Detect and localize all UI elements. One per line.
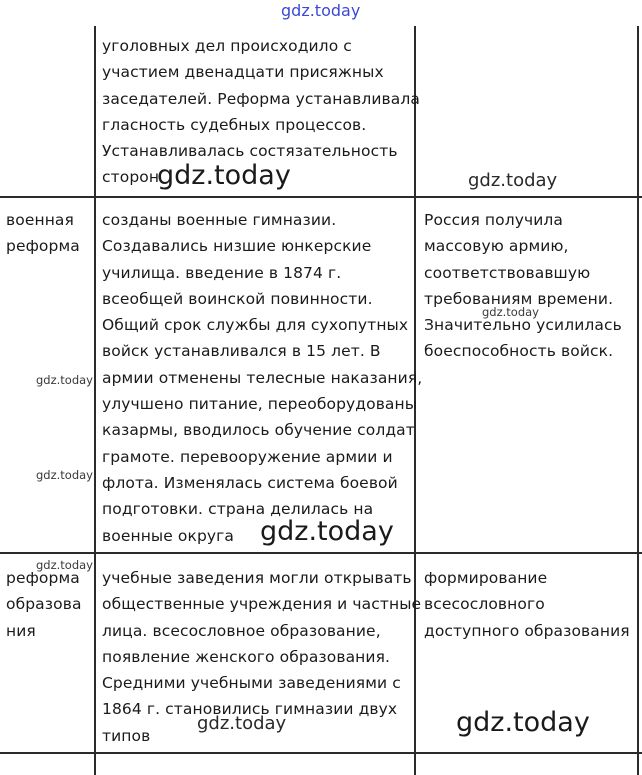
row2-col3-line: соответствовавшую — [424, 263, 591, 282]
table-border-bottom — [0, 752, 642, 754]
row3-col1-line: ния — [6, 621, 36, 640]
row2-col2-line: училища. введение в 1874 г. — [102, 263, 342, 282]
row2-col2-line: войск устанавливался в 15 лет. В — [102, 342, 381, 361]
row2-col3-line: требованиям времени. — [424, 289, 614, 308]
row2-col2-line: Создавались низшие юнкерские — [102, 237, 372, 256]
table-border-col1-col2 — [94, 26, 96, 775]
table-border-row1 — [0, 196, 642, 198]
row3-col1-line: реформа — [6, 569, 80, 587]
row2-col3-line: Россия получила — [424, 211, 564, 229]
watermark-row2-col3: gdz.today — [482, 305, 539, 319]
table-border-right — [637, 26, 639, 775]
row2-col1-line: военная — [6, 211, 74, 229]
row2-col2-line: улучшено питание, переоборудованы — [102, 395, 418, 414]
row1-col2-line: участием двенадцати присяжных — [102, 63, 384, 82]
watermark-row2-col2: gdz.today — [260, 516, 394, 547]
row3-col3-line: формирование — [424, 569, 548, 587]
row2-col2-line: грамоте. перевооружение армии и — [102, 447, 393, 466]
row1-col2-line: Устанавливалась состязательность — [102, 142, 398, 161]
row2-col2-line: Общий срок службы для сухопутных — [102, 316, 409, 335]
row2-col1-text — [6, 207, 80, 260]
row2-col2-line: созданы военные гимназии. — [102, 211, 337, 229]
table-border-row2 — [0, 552, 642, 554]
row1-col2-line: уголовных дел происходило с — [102, 37, 352, 55]
watermark-top: gdz.today — [281, 1, 361, 20]
row3-col2-line: типов — [102, 726, 151, 745]
row3-col3-line: всесословного — [424, 595, 545, 614]
row1-col2-line: сторон — [102, 168, 160, 187]
row3-col2-line: лица. всесословное образование, — [102, 621, 381, 640]
row1-col2-line: гласность судебных процессов. — [102, 115, 367, 134]
row3-col3-line: доступного образования — [424, 621, 630, 640]
row3-col2-line: учебные заведения могли открывать — [102, 569, 412, 587]
row2-col2-line: всеобщей воинской повинности. — [102, 289, 373, 308]
watermark-row3-col2: gdz.today — [197, 713, 287, 734]
row3-col3-text — [424, 565, 630, 644]
watermark-row2-left-1: gdz.today — [36, 373, 93, 387]
row2-col2-line: армии отменены телесные наказания, — [102, 368, 423, 387]
row2-col3-line: боеспособность войск. — [424, 342, 614, 361]
row2-col1-line: реформа — [6, 237, 80, 256]
row2-col3-line: массовую армию, — [424, 237, 569, 256]
row2-col2-line: флота. Изменялась система боевой — [102, 473, 398, 492]
row3-col1-line: образова — [6, 595, 82, 614]
row2-col3-text — [424, 207, 622, 365]
row3-col2-line: общественные учреждения и частные — [102, 595, 422, 614]
row1-col2-line: заседателей. Реформа устанавливала — [102, 89, 420, 108]
row3-col2-line: 1864 г. становились гимназии двух — [102, 700, 398, 719]
row3-col1-text — [6, 565, 82, 644]
watermark-row1-col3: gdz.today — [468, 170, 558, 191]
watermark-row2-left-2: gdz.today — [36, 468, 93, 482]
row2-col2-line: подготовки. страна делилась на — [102, 500, 374, 519]
row2-col2-line: казармы, вводилось обучение солдат — [102, 421, 415, 440]
row2-col2-text — [102, 207, 422, 549]
watermark-row3-left: gdz.today — [36, 558, 93, 572]
row3-col2-line: Средними учебными заведениями с — [102, 674, 401, 693]
watermark-row3-col3: gdz.today — [456, 707, 590, 738]
row3-col2-line: появление женского образования. — [102, 647, 391, 666]
row2-col3-line: Значительно усилилась — [424, 316, 622, 335]
watermark-row1-col2: gdz.today — [157, 160, 291, 191]
row2-col2-line: военные округа — [102, 526, 235, 545]
